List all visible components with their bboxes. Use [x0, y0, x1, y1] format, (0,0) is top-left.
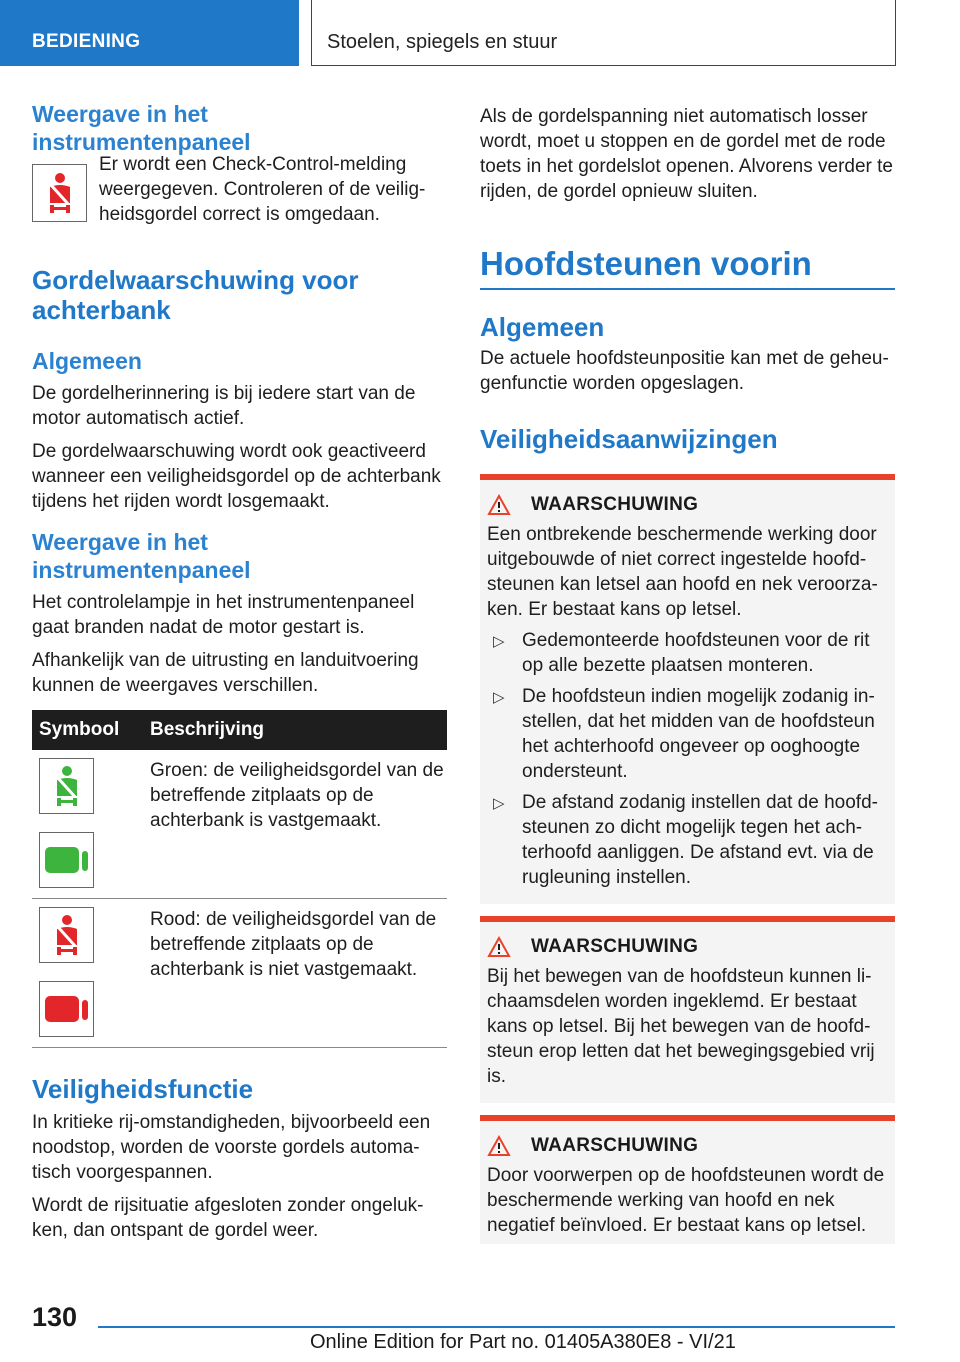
warning-triangle-icon	[487, 494, 511, 516]
list-item: ▷ De hoofdsteun indien mogelijk zodanig in- stellen, dat het midden van de hoofdsteun het achterhoofd ongeveer op ooghoogte ondersteunt.	[487, 684, 888, 784]
green-description: Groen: de veiligheidsgordel van de betreffende zitplaats op de achterbank is vastgemaakt.	[150, 760, 444, 831]
col-symbol: Symbool	[39, 719, 120, 740]
general-heading-right: Algemeen	[480, 312, 605, 342]
general-text-1: De gordelherinnering is bij iedere start van de motor automatisch actief.	[32, 383, 416, 429]
red-description: Rood: de veiligheidsgordel van de betreffende zitplaats op de achterbank is niet vastgemaakt.	[150, 909, 437, 980]
bullet-triangle-icon: ▷	[493, 633, 505, 650]
page-footer	[0, 1290, 960, 1362]
table-header	[32, 710, 447, 750]
warning-text-1: Een ontbrekende beschermende werking door uitgebouwde of niet correct ingestelde hoofd- steunen kan letsel aan hoofd en nek veroorza- ken. Er bestaat kans op letsel.	[487, 524, 878, 620]
safety-instructions-heading: Veiligheidsaanwijzingen	[480, 424, 778, 454]
warning-box-2	[480, 916, 895, 1103]
check-control-text: Er wordt een Check-Control-melding weergegeven. Controleren of de veilig- heidsgordel correct is omgedaan.	[99, 154, 426, 225]
seat-red-icon	[39, 981, 94, 1037]
page-header	[0, 0, 960, 66]
display-heading-1: Weergave in het instrumentenpaneel	[32, 101, 251, 155]
seatbelt-green-icon	[39, 758, 94, 814]
chapter-title: Stoelen, spiegels en stuur	[327, 31, 558, 53]
seat-green-icon	[39, 832, 94, 888]
page-number: 130	[32, 1302, 78, 1332]
rear-belt-heading: Gordelwaarschuwing voor achterbank	[32, 265, 359, 325]
warning-box-1	[480, 474, 895, 904]
warning-text-2: Bij het bewegen van de hoofdsteun kunnen li- chaamsdelen worden ingeklemd. Er bestaat kans op letsel. Bij het bewegen van de hoofd- steun erop letten dat het bewegingsgebied vrij is.	[487, 966, 875, 1087]
safety-function-heading: Veiligheidsfunctie	[32, 1074, 254, 1104]
seatbelt-warning-icon	[32, 164, 87, 222]
safety-text-2: Wordt de rijsituatie afgesloten zonder ongeluk- ken, dan ontspant de gordel weer.	[32, 1195, 424, 1241]
warning-label: WAARSCHUWING	[531, 936, 699, 957]
seatbelt-red-icon	[39, 907, 94, 963]
check-control-row	[32, 154, 447, 227]
table-row	[32, 899, 447, 1048]
general-text-right: De actuele hoofdsteunpositie kan met de geheu- genfunctie worden opgeslagen.	[480, 348, 889, 394]
display-text-2: Afhankelijk van de uitrusting en landuitvoering kunnen de weergaves verschillen.	[32, 650, 419, 696]
section-title: BEDIENING	[32, 31, 141, 52]
edition-text: Online Edition for Part no. 01405A380E8 - VI/21	[310, 1331, 736, 1353]
bullet-triangle-icon: ▷	[493, 689, 505, 706]
general-heading: Algemeen	[32, 348, 142, 374]
left-column	[32, 100, 447, 1243]
safety-text-1: In kritieke rij-omstandigheden, bijvoorbeeld een noodstop, worden de voorste gordels automa- tisch voorgespannen.	[32, 1112, 431, 1183]
symbol-table	[32, 710, 447, 1048]
chapter-tab	[311, 0, 896, 66]
warning-text-3: Door voorwerpen op de hoofdsteunen wordt de beschermende werking van hoofd en nek negatief beïnvloed. Er bestaat kans op letsel.	[487, 1165, 885, 1236]
display-text-1: Het controlelampje in het instrumentenpaneel gaat branden nadat de motor gestart is.	[32, 592, 415, 638]
warning-triangle-icon	[487, 1135, 511, 1157]
right-column	[480, 104, 895, 1244]
belt-release-text: Als de gordelspanning niet automatisch losser wordt, moet u stoppen en de gordel met de rode toets in het gordelslot openen. Alvorens verder te rijden, de gordel opnieuw sluiten.	[480, 106, 893, 202]
footer-divider	[98, 1326, 895, 1328]
display-heading-2: Weergave in het instrumentenpaneel	[32, 529, 251, 583]
list-item: ▷ Gedemonteerde hoofdsteunen voor de rit op alle bezette plaatsen monteren.	[487, 628, 888, 678]
head-restraints-heading: Hoofdsteunen voorin	[480, 244, 895, 290]
table-row	[32, 750, 447, 899]
warning-label: WAARSCHUWING	[531, 1135, 699, 1156]
warning-triangle-icon	[487, 936, 511, 958]
col-description: Beschrijving	[150, 719, 265, 740]
bullet-triangle-icon: ▷	[493, 795, 505, 812]
section-tab	[0, 0, 299, 66]
warning-box-3	[480, 1115, 895, 1244]
list-item: ▷ De afstand zodanig instellen dat de hoofd- steunen zo dicht mogelijk tegen het ach- terhoofd aanliggen. De afstand evt. via de rugleuning instellen.	[487, 790, 888, 890]
warning-label: WAARSCHUWING	[531, 494, 699, 515]
general-text-2: De gordelwaarschuwing wordt ook geactiveerd wanneer een veiligheidsgordel op de achterbank tijdens het rijden wordt losgemaakt.	[32, 441, 441, 512]
